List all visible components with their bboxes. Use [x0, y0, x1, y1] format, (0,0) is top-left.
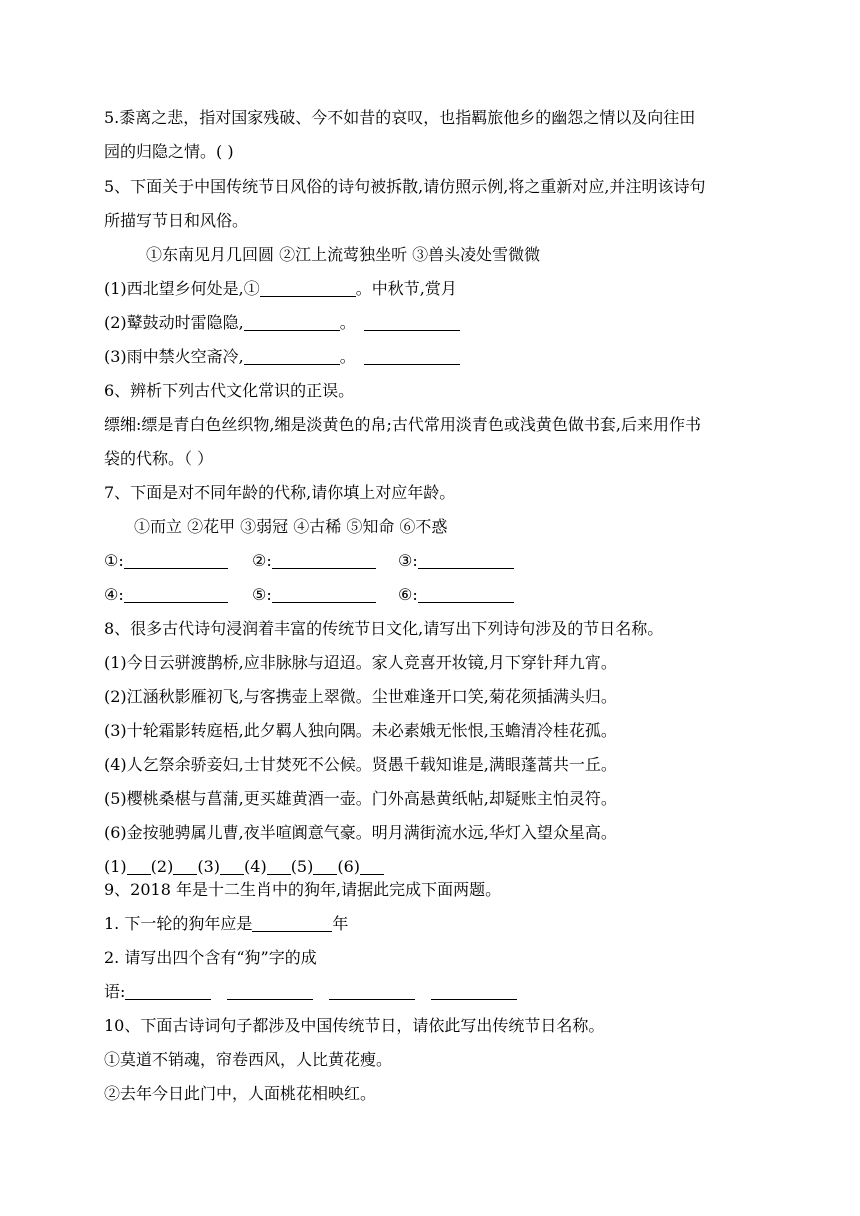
- q5b-pair-2-prefix: (2)鼙鼓动时雷隐隐,: [104, 313, 244, 332]
- q7-label: ②:: [252, 551, 272, 570]
- q8-answer-label: (3): [197, 857, 221, 876]
- answer-blank[interactable]: [418, 586, 514, 603]
- q8-answer-label: (4): [244, 857, 267, 876]
- q7-label: ④:: [104, 585, 124, 604]
- answer-blank[interactable]: [244, 314, 340, 331]
- answer-blank[interactable]: [125, 983, 211, 1000]
- q8-answer-label: (5): [290, 857, 314, 876]
- answer-blank[interactable]: [267, 858, 291, 875]
- q9-line-2-suffix: 年: [332, 914, 349, 933]
- answer-blank[interactable]: [220, 858, 244, 875]
- q9-line-4: [104, 982, 517, 1002]
- q6-line-2: 缥缃:缥是青白色丝织物,缃是淡黄色的帛;古代常用淡青色或浅黄色做书套,后来用作书: [104, 415, 701, 434]
- answer-blank[interactable]: [272, 586, 376, 603]
- answer-blank[interactable]: [313, 858, 337, 875]
- q5b-pair-3-mid: 。: [339, 347, 356, 366]
- answer-blank[interactable]: [329, 983, 415, 1000]
- q9-line-1: 9、2018 年是十二生肖中的狗年,请据此完成下面两题。: [104, 880, 502, 899]
- q5a-line-1: 5.黍离之悲，指对国家残破、今不如昔的哀叹，也指羁旅他乡的幽怨之情以及向往田: [104, 108, 696, 127]
- q5b-pair-1-suffix: 。中秋节,赏月: [355, 279, 457, 298]
- answer-blank[interactable]: [431, 983, 517, 1000]
- answer-blank[interactable]: [260, 280, 356, 297]
- q7-options: ①而立 ②花甲 ③弱冠 ④古稀 ⑤知命 ⑥不惑: [134, 517, 448, 536]
- q5b-line-1: 5、下面关于中国传统节日风俗的诗句被拆散,请仿照示例,将之重新对应,并注明该诗句: [104, 177, 706, 196]
- answer-blank[interactable]: [124, 552, 228, 569]
- q5a-line-2: 园的归隐之情。( ): [104, 142, 234, 161]
- q8-poem-4: (4)人乞祭余骄妾妇,士甘焚死不公候。贤愚千载知谁是,满眼蓬蒿共一丘。: [104, 755, 617, 774]
- q10-line-2: ①莫道不销魂，帘卷西风，人比黄花瘦。: [104, 1050, 393, 1069]
- answer-blank[interactable]: [244, 348, 340, 365]
- q5b-pair-1: [104, 279, 457, 299]
- q9-line-2-prefix: 1. 下一轮的狗年应是: [104, 914, 253, 933]
- q8-poem-2: (2)江涵秋影雁初飞,与客携壶上翠微。尘世难逢开口笑,菊花须插满头归。: [104, 687, 617, 706]
- q9-line-4-prefix: 语:: [104, 982, 126, 1001]
- q5b-pair-1-prefix: (1)西北望乡何处是,①: [104, 279, 260, 298]
- answer-blank[interactable]: [418, 552, 514, 569]
- q7-label: ⑥:: [398, 585, 418, 604]
- answer-blank[interactable]: [127, 858, 151, 875]
- answer-blank[interactable]: [124, 586, 228, 603]
- q6-line-1: 6、辨析下列古代文化常识的正误。: [104, 381, 355, 400]
- q5b-line-2: 所描写节日和风俗。: [104, 211, 249, 230]
- answer-blank[interactable]: [227, 983, 313, 1000]
- q8-poem-5: (5)樱桃桑椹与菖蒲,更买雄黄酒一壶。门外高悬黄纸帖,却疑账主怕灵符。: [104, 789, 617, 808]
- answer-blank[interactable]: [272, 552, 376, 569]
- q10-line-1: 10、下面古诗词句子都涉及中国传统节日，请依此写出传统节日名称。: [104, 1016, 605, 1035]
- q8-answer-label: (1): [104, 857, 127, 876]
- answer-blank[interactable]: [252, 915, 332, 932]
- q8-poem-3: (3)十轮霜影转庭梧,此夕羁人独向隅。未必素娥无怅恨,玉蟾清冷桂花孤。: [104, 721, 617, 740]
- q7-label: ⑤:: [252, 585, 272, 604]
- q10-line-3: ②去年今日此门中，人面桃花相映红。: [104, 1084, 377, 1103]
- q8-poem-1: (1)今日云骈渡鹊桥,应非脉脉与迢迢。家人竞喜开妆镜,月下穿针拜九宵。: [104, 653, 617, 672]
- q5b-pair-3-prefix: (3)雨中禁火空斋冷,: [104, 347, 244, 366]
- q7-answer-row-2: [104, 585, 543, 605]
- q7-label: ①:: [104, 551, 124, 570]
- q7-line-1: 7、下面是对不同年龄的代称,请你填上对应年龄。: [104, 483, 456, 502]
- q5b-options: ①东南见月几回圆 ②江上流莺独坐听 ③兽头凌处雪微微: [146, 245, 541, 264]
- answer-blank[interactable]: [360, 858, 384, 875]
- q8-answer-label: (6): [337, 857, 361, 876]
- answer-blank[interactable]: [364, 348, 460, 365]
- q5b-pair-3: [104, 347, 460, 367]
- q8-answer-row: [104, 857, 384, 877]
- q6-line-3: 袋的代称。（ ）: [104, 449, 214, 468]
- q8-line-1: 8、很多古代诗句浸润着丰富的传统节日文化,请写出下列诗句涉及的节日名称。: [104, 619, 664, 638]
- q7-label: ③:: [398, 551, 418, 570]
- q9-line-3: 2. 请写出四个含有“狗”字的成: [104, 948, 317, 967]
- answer-blank[interactable]: [173, 858, 197, 875]
- q7-answer-row-1: [104, 551, 543, 571]
- q8-answer-label: (2): [150, 857, 174, 876]
- q5b-pair-2: [104, 313, 460, 333]
- answer-blank[interactable]: [364, 314, 460, 331]
- q8-poem-6: (6)金按驰骋属儿曹,夜半喧阗意气豪。明月满街流水远,华灯入望众星高。: [104, 823, 617, 842]
- q9-line-2: [104, 914, 348, 934]
- q5b-pair-2-mid: 。: [339, 313, 356, 332]
